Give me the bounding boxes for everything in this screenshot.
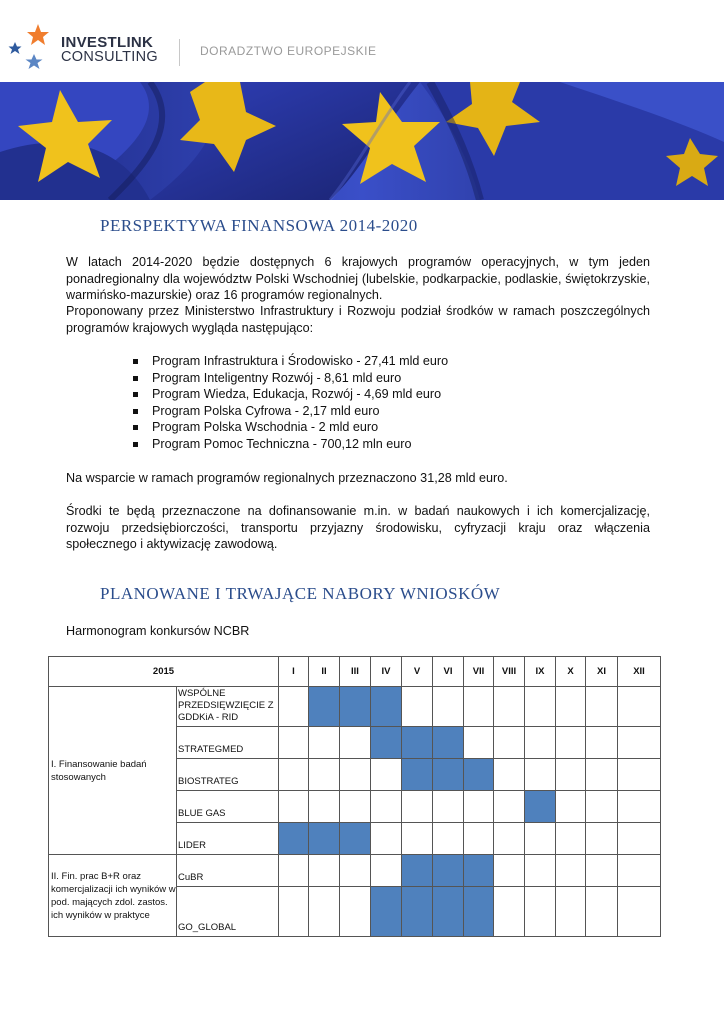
schedule-empty-cell	[340, 887, 371, 937]
schedule-empty-cell	[279, 887, 309, 937]
month-header: XII	[618, 657, 661, 687]
month-header: X	[556, 657, 586, 687]
schedule-empty-cell	[556, 823, 586, 855]
logo-stars-icon	[4, 22, 58, 76]
schedule-bar-cell	[464, 855, 494, 887]
schedule-bar-cell	[433, 759, 464, 791]
schedule-bar-cell	[340, 823, 371, 855]
table-row	[49, 855, 661, 887]
brand-subname: CONSULTING	[61, 49, 158, 65]
month-header: VII	[464, 657, 494, 687]
schedule-empty-cell	[371, 823, 402, 855]
schedule-empty-cell	[586, 687, 618, 727]
header-tagline: DORADZTWO EUROPEJSKIE	[200, 44, 377, 58]
program-list	[133, 353, 448, 452]
schedule-empty-cell	[525, 887, 556, 937]
schedule-empty-cell	[309, 791, 340, 823]
month-header: VI	[433, 657, 464, 687]
schedule-empty-cell	[494, 823, 525, 855]
schedule-bar-cell	[402, 759, 433, 791]
month-header: VIII	[494, 657, 525, 687]
schedule-empty-cell	[464, 727, 494, 759]
schedule-empty-cell	[464, 791, 494, 823]
schedule-bar-cell	[433, 887, 464, 937]
schedule-empty-cell	[309, 727, 340, 759]
schedule-bar-cell	[402, 727, 433, 759]
header-divider	[179, 39, 180, 66]
schedule-empty-cell	[556, 727, 586, 759]
schedule-empty-cell	[618, 759, 661, 791]
schedule-empty-cell	[586, 759, 618, 791]
schedule-empty-cell	[525, 727, 556, 759]
month-header: II	[309, 657, 340, 687]
month-header: I	[279, 657, 309, 687]
schedule-empty-cell	[618, 687, 661, 727]
schedule-empty-cell	[494, 727, 525, 759]
schedule-bar-cell	[464, 759, 494, 791]
schedule-bar-cell	[309, 823, 340, 855]
schedule-bar-cell	[433, 855, 464, 887]
schedule-empty-cell	[279, 759, 309, 791]
schedule-empty-cell	[464, 823, 494, 855]
program-cell: BIOSTRATEG	[177, 759, 279, 791]
paragraph-regional-funding: Na wsparcie w ramach programów regionalnych przeznaczono 31,28 mld euro.	[66, 471, 508, 485]
schedule-empty-cell	[494, 759, 525, 791]
schedule-bar-cell	[371, 727, 402, 759]
month-header: V	[402, 657, 433, 687]
schedule-empty-cell	[556, 759, 586, 791]
page-header	[0, 0, 724, 82]
schedule-empty-cell	[371, 759, 402, 791]
list-item: Program Polska Wschodnia - 2 mld euro	[133, 419, 448, 436]
schedule-empty-cell	[586, 887, 618, 937]
program-cell: STRATEGMED	[177, 727, 279, 759]
schedule-empty-cell	[279, 727, 309, 759]
schedule-subtitle: Harmonogram konkursów NCBR	[66, 624, 250, 638]
month-header: XI	[586, 657, 618, 687]
paragraph-programs-intro: W latach 2014-2020 będzie dostępnych 6 krajowych programów operacyjnych, w tym jeden ponadregionalny dla województw Polski Wschodniej (lubelskie, podkarpackie, podlaskie, świętokrzyskie, warmińsko-mazurskie) oraz 16 programów regionalnych.	[66, 255, 650, 303]
schedule-empty-cell	[494, 855, 525, 887]
list-item: Program Wiedza, Edukacja, Rozwój - 4,69 mld euro	[133, 386, 448, 403]
schedule-bar-cell	[402, 887, 433, 937]
schedule-empty-cell	[279, 687, 309, 727]
schedule-empty-cell	[556, 855, 586, 887]
schedule-empty-cell	[402, 791, 433, 823]
schedule-empty-cell	[464, 687, 494, 727]
month-header: IX	[525, 657, 556, 687]
category-cell: II. Fin. prac B+R oraz komercjalizacji ich wyników w pod. mających zdol. zastos. ich wyników w praktyce	[49, 855, 177, 937]
schedule-empty-cell	[525, 855, 556, 887]
schedule-bar-cell	[525, 791, 556, 823]
schedule-empty-cell	[586, 791, 618, 823]
schedule-empty-cell	[618, 791, 661, 823]
schedule-empty-cell	[279, 791, 309, 823]
schedule-empty-cell	[433, 791, 464, 823]
program-cell: CuBR	[177, 855, 279, 887]
schedule-empty-cell	[525, 687, 556, 727]
schedule-empty-cell	[309, 887, 340, 937]
schedule-empty-cell	[494, 791, 525, 823]
section-title-nabory: PLANOWANE I TRWAJĄCE NABORY WNIOSKÓW	[100, 584, 501, 603]
brand-logo	[61, 36, 158, 64]
table-header-row	[49, 657, 661, 687]
schedule-empty-cell	[340, 759, 371, 791]
schedule-empty-cell	[525, 759, 556, 791]
schedule-empty-cell	[618, 823, 661, 855]
schedule-empty-cell	[433, 687, 464, 727]
month-header: IV	[371, 657, 402, 687]
schedule-empty-cell	[494, 887, 525, 937]
schedule-bar-cell	[340, 687, 371, 727]
year-header: 2015	[49, 657, 279, 687]
schedule-empty-cell	[556, 791, 586, 823]
paragraph-funding-purposes: Środki te będą przeznaczone na dofinansowanie m.in. w badań naukowych i ich komercjalizację, rozwoju przedsiębiorczości, transportu przyjazny środowisku, cyfryzacji kraju oraz włączenia społecznego i aktywizację zawodową.	[66, 504, 650, 552]
schedule-bar-cell	[371, 887, 402, 937]
list-item: Program Infrastruktura i Środowisko - 27,41 mld euro	[133, 353, 448, 370]
schedule-empty-cell	[309, 759, 340, 791]
schedule-bar-cell	[433, 727, 464, 759]
month-header: III	[340, 657, 371, 687]
schedule-empty-cell	[494, 687, 525, 727]
schedule-empty-cell	[279, 855, 309, 887]
list-item: Program Pomoc Techniczna - 700,12 mln euro	[133, 436, 448, 453]
schedule-empty-cell	[586, 823, 618, 855]
eu-flag-banner	[0, 82, 724, 200]
schedule-empty-cell	[618, 887, 661, 937]
list-item: Program Inteligentny Rozwój - 8,61 mld euro	[133, 370, 448, 387]
schedule-bar-cell	[464, 887, 494, 937]
schedule-empty-cell	[586, 727, 618, 759]
section-title-perspektywa: PERSPEKTYWA FINANSOWA 2014-2020	[100, 216, 418, 235]
schedule-bar-cell	[309, 687, 340, 727]
schedule-empty-cell	[556, 687, 586, 727]
schedule-table	[48, 656, 661, 937]
list-item: Program Polska Cyfrowa - 2,17 mld euro	[133, 403, 448, 420]
program-cell: BLUE GAS	[177, 791, 279, 823]
schedule-bar-cell	[279, 823, 309, 855]
schedule-empty-cell	[340, 855, 371, 887]
category-cell: I. Finansowanie badań stosowanych	[49, 687, 177, 855]
schedule-bar-cell	[371, 687, 402, 727]
schedule-empty-cell	[402, 823, 433, 855]
schedule-empty-cell	[340, 791, 371, 823]
schedule-empty-cell	[618, 727, 661, 759]
schedule-empty-cell	[371, 855, 402, 887]
schedule-empty-cell	[309, 855, 340, 887]
schedule-empty-cell	[586, 855, 618, 887]
schedule-empty-cell	[525, 823, 556, 855]
brand-name: INVESTLINK	[61, 34, 154, 51]
schedule-empty-cell	[402, 687, 433, 727]
schedule-empty-cell	[340, 727, 371, 759]
program-cell: GO_GLOBAL	[177, 887, 279, 937]
schedule-bar-cell	[402, 855, 433, 887]
schedule-empty-cell	[433, 823, 464, 855]
schedule-empty-cell	[618, 855, 661, 887]
table-row	[49, 687, 661, 727]
paragraph-ministry-allocation: Proponowany przez Ministerstwo Infrastruktury i Rozwoju podział środków w ramach poszczególnych programów krajowych wygląda następująco:	[66, 304, 650, 335]
program-cell: WSPÓLNE PRZEDSIĘWZIĘCIE Z GDDKiA - RID	[177, 687, 279, 727]
schedule-empty-cell	[556, 887, 586, 937]
program-cell: LIDER	[177, 823, 279, 855]
schedule-empty-cell	[371, 791, 402, 823]
